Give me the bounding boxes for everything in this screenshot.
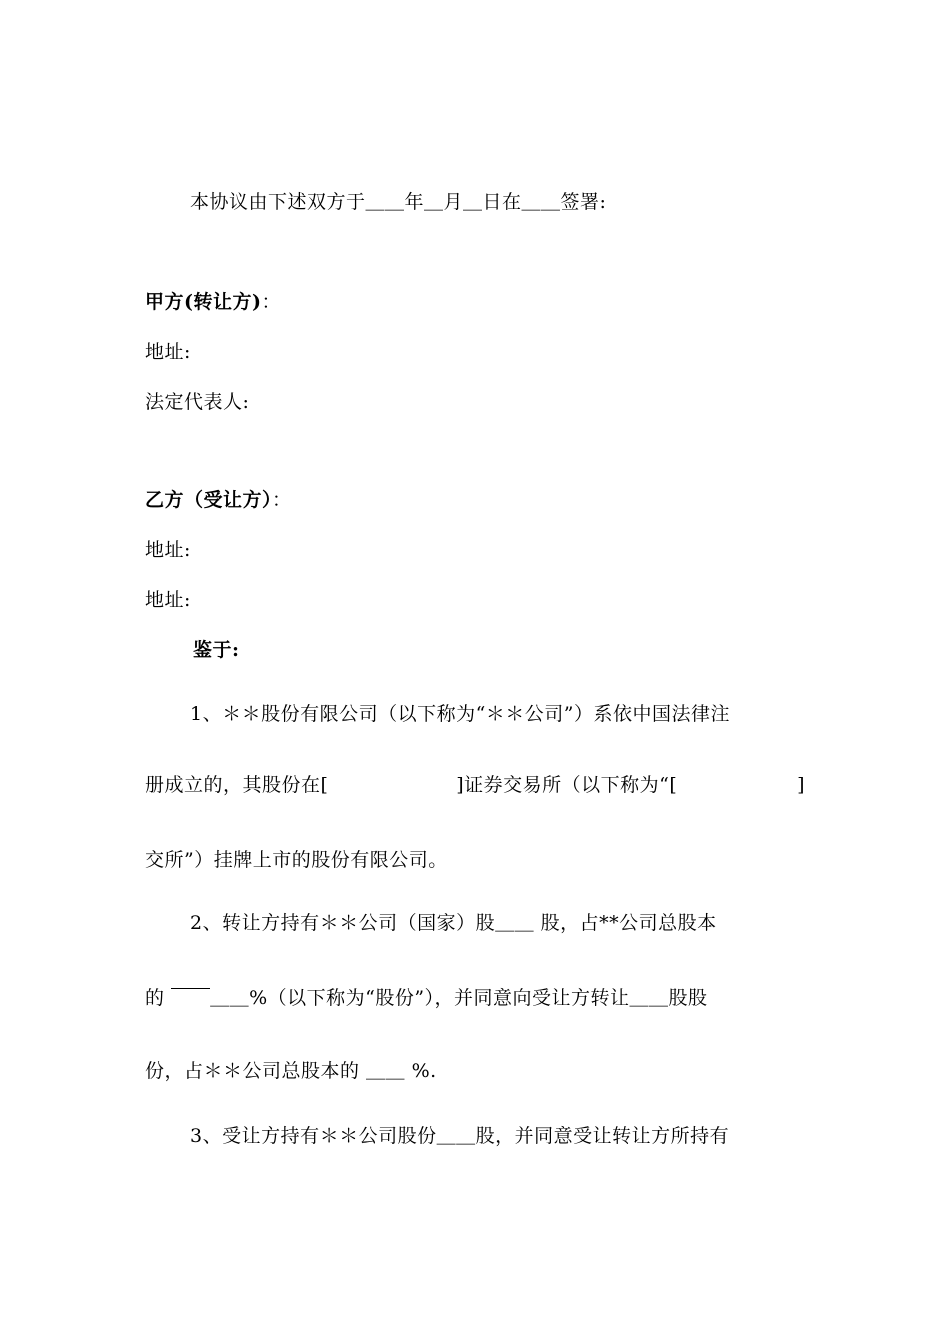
clause-2-line-2 — [145, 986, 708, 1010]
clause-2-line-2-part-a: 的 — [145, 987, 165, 1009]
intro-line: 本协议由下述双方于＿＿年＿月＿日在＿＿签署: — [190, 191, 607, 213]
clause-2-line-3: 份，占＊＊公司总股本的 ＿＿ %. — [145, 1060, 437, 1082]
party-b-address-label-2: 地址: — [145, 589, 191, 611]
party-a-heading — [145, 290, 281, 314]
party-a-representative-label: 法定代表人: — [145, 391, 250, 413]
clause-1-line-2-part-b: ]证券交易所（以下称为“[ — [456, 774, 678, 796]
clause-3-line-1: 3、受让方持有＊＊公司股份＿＿股，并同意受让转让方所持有 — [190, 1125, 730, 1147]
party-b-heading — [145, 488, 292, 512]
party-a-address-label: 地址: — [145, 341, 191, 363]
clause-2-line-2-part-c: ＿＿%（以下称为“股份”），并同意向受让方转让＿＿股股 — [210, 987, 708, 1009]
clause-1-line-2 — [145, 773, 805, 797]
party-b-address-label-1: 地址: — [145, 539, 191, 561]
clause-1-line-2-part-c: ] — [797, 774, 805, 796]
party-a-heading-colon: ： — [261, 291, 281, 313]
clause-1-line-3: 交所”）挂牌上市的股份有限公司。 — [145, 849, 448, 871]
clause-2-line-1: 2、转让方持有＊＊公司（国家）股＿＿ 股，占**公司总股本 — [190, 912, 717, 934]
party-b-heading-colon: ： — [272, 489, 292, 511]
party-a-heading-text: 甲方(转让方) — [145, 291, 262, 313]
whereas-heading: 鉴于: — [193, 639, 240, 661]
clause-1-line-2-part-a: 册成立的，其股份在[ — [145, 774, 329, 796]
party-b-heading-text: 乙方（受让方） — [145, 489, 273, 511]
clause-1-line-1: 1、＊＊股份有限公司（以下称为“＊＊公司”）系依中国法律注 — [190, 703, 731, 725]
clause-2-line-2-overline-blank — [171, 986, 210, 1010]
